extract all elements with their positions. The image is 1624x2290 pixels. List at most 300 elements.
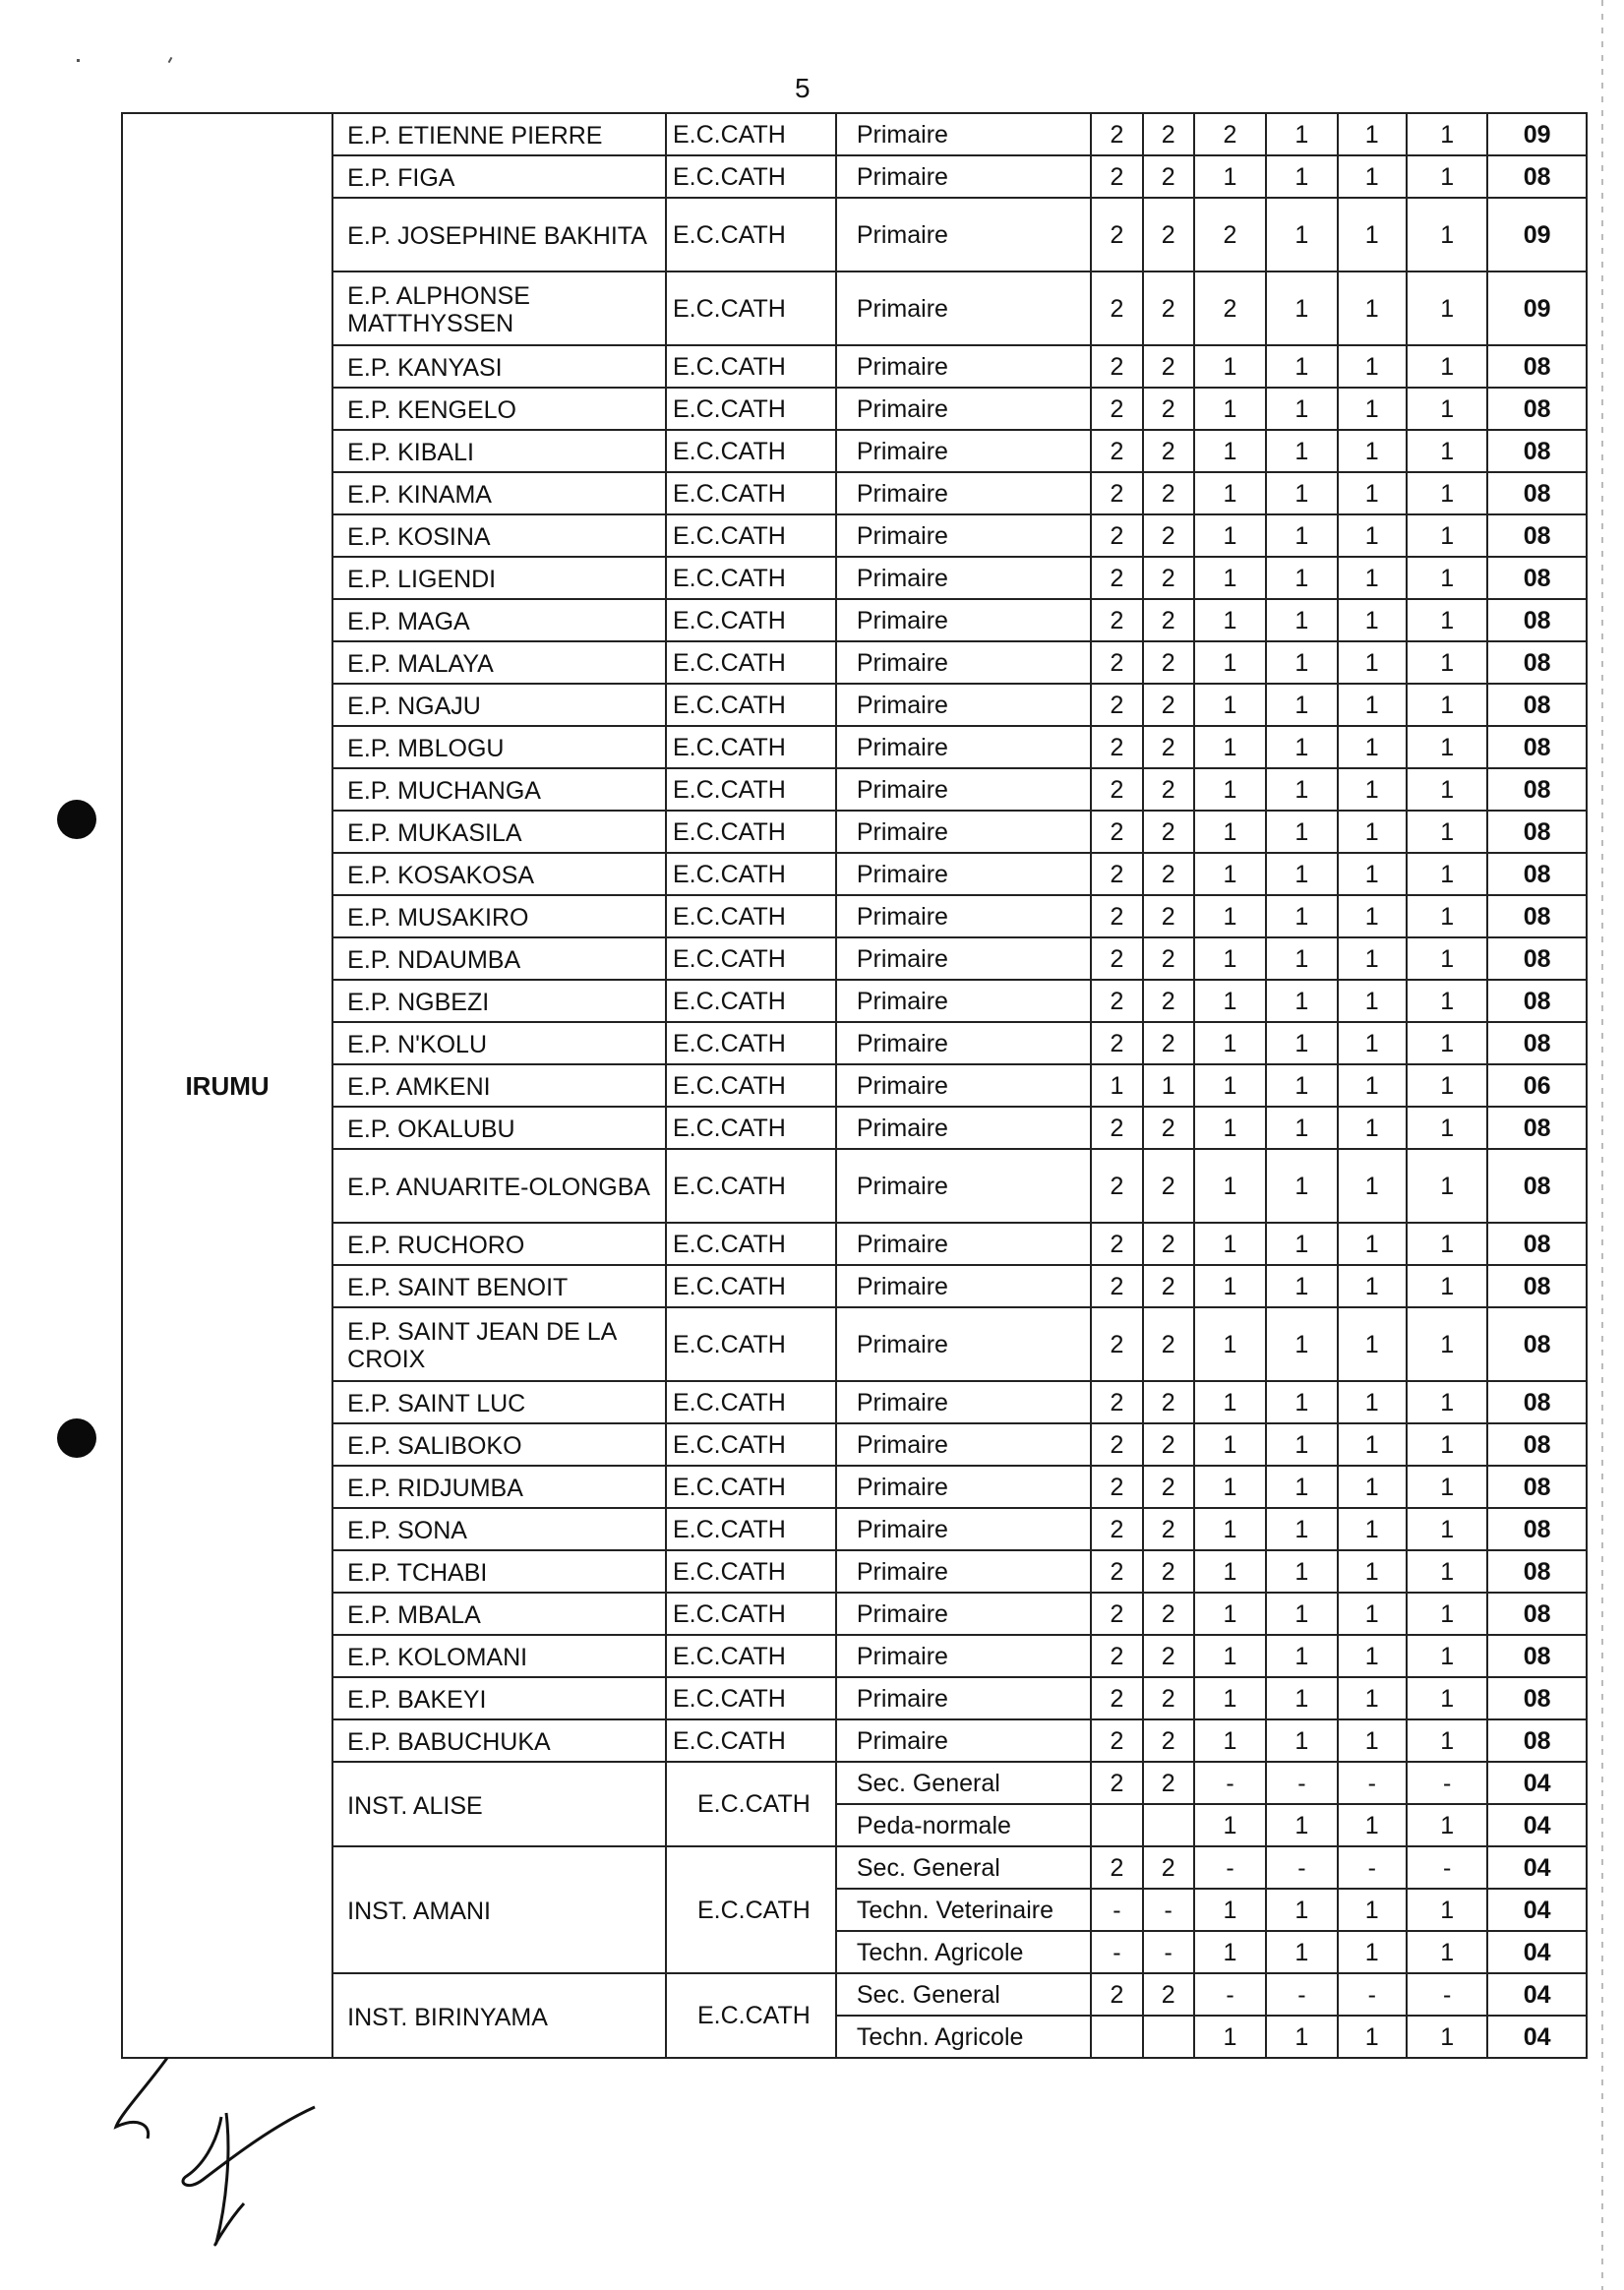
section-name: Primaire — [836, 1149, 1091, 1223]
count-cell: 1 — [1338, 1931, 1407, 1973]
count-cell: 1 — [1194, 599, 1266, 641]
organisation: E.C.CATH — [666, 1677, 836, 1719]
count-cell: 1 — [1407, 2016, 1487, 2058]
count-cell: 2 — [1091, 1719, 1142, 1762]
organisation: E.C.CATH — [666, 1265, 836, 1307]
count-cell: 1 — [1194, 1931, 1266, 1973]
count-cell: 1 — [1266, 768, 1337, 811]
count-cell: 2 — [1143, 388, 1194, 430]
total-cell: 08 — [1487, 514, 1587, 557]
count-cell: 1 — [1407, 155, 1487, 198]
total-cell: 08 — [1487, 1508, 1587, 1550]
total-cell: 04 — [1487, 1846, 1587, 1889]
count-cell: 1 — [1194, 1381, 1266, 1423]
count-cell: - — [1338, 1846, 1407, 1889]
count-cell: 1 — [1194, 1423, 1266, 1466]
count-cell: 2 — [1091, 1973, 1142, 2016]
table-row — [122, 1466, 1587, 1508]
count-cell: 1 — [1407, 641, 1487, 684]
scan-speck — [77, 59, 80, 62]
total-cell: 06 — [1487, 1064, 1587, 1107]
count-cell: 1 — [1266, 1550, 1337, 1593]
organisation: E.C.CATH — [666, 1635, 836, 1677]
count-cell: 1 — [1338, 1022, 1407, 1064]
count-cell: 2 — [1143, 895, 1194, 937]
section-name: Primaire — [836, 345, 1091, 388]
section-name: Primaire — [836, 853, 1091, 895]
school-name: E.P. SAINT LUC — [332, 1381, 666, 1423]
school-name: E.P. OKALUBU — [332, 1107, 666, 1149]
section-name: Primaire — [836, 1265, 1091, 1307]
count-cell: 2 — [1091, 345, 1142, 388]
count-cell: 2 — [1091, 198, 1142, 271]
count-cell: 1 — [1407, 388, 1487, 430]
school-name: E.P. MBALA — [332, 1593, 666, 1635]
count-cell: 1 — [1266, 198, 1337, 271]
count-cell: 1 — [1407, 1466, 1487, 1508]
count-cell: 2 — [1091, 271, 1142, 345]
count-cell: 1 — [1194, 514, 1266, 557]
count-cell: 1 — [1194, 1466, 1266, 1508]
count-cell: 2 — [1091, 1223, 1142, 1265]
count-cell: 2 — [1091, 155, 1142, 198]
total-cell: 08 — [1487, 1635, 1587, 1677]
table-row — [122, 726, 1587, 768]
section-name: Primaire — [836, 198, 1091, 271]
count-cell: 1 — [1338, 557, 1407, 599]
school-name: E.P. KOSAKOSA — [332, 853, 666, 895]
organisation: E.C.CATH — [666, 895, 836, 937]
section-name: Primaire — [836, 980, 1091, 1022]
count-cell: 1 — [1407, 1022, 1487, 1064]
count-cell: 1 — [1338, 937, 1407, 980]
school-name: E.P. TCHABI — [332, 1550, 666, 1593]
school-name: E.P. RUCHORO — [332, 1223, 666, 1265]
count-cell: 1 — [1407, 557, 1487, 599]
count-cell: - — [1266, 1762, 1337, 1804]
punch-hole-icon — [57, 800, 96, 839]
count-cell: 1 — [1338, 1550, 1407, 1593]
table-row — [122, 1022, 1587, 1064]
count-cell: 1 — [1338, 2016, 1407, 2058]
total-cell: 08 — [1487, 1381, 1587, 1423]
count-cell: 2 — [1143, 345, 1194, 388]
count-cell: 1 — [1194, 430, 1266, 472]
organisation: E.C.CATH — [666, 1550, 836, 1593]
total-cell: 08 — [1487, 1466, 1587, 1508]
total-cell: 08 — [1487, 895, 1587, 937]
school-name: E.P. NGAJU — [332, 684, 666, 726]
table-row — [122, 1107, 1587, 1149]
count-cell: 1 — [1266, 1804, 1337, 1846]
section-name: Primaire — [836, 726, 1091, 768]
organisation: E.C.CATH — [666, 1508, 836, 1550]
count-cell: 2 — [1143, 1973, 1194, 2016]
count-cell: 1 — [1338, 726, 1407, 768]
total-cell: 08 — [1487, 641, 1587, 684]
section-name: Primaire — [836, 1466, 1091, 1508]
section-name: Sec. General — [836, 1762, 1091, 1804]
count-cell: 1 — [1266, 2016, 1337, 2058]
count-cell: - — [1338, 1973, 1407, 2016]
count-cell: 1 — [1338, 113, 1407, 155]
school-name: E.P. MALAYA — [332, 641, 666, 684]
count-cell: 1 — [1266, 1889, 1337, 1931]
section-name: Primaire — [836, 514, 1091, 557]
count-cell: 1 — [1194, 1677, 1266, 1719]
count-cell: 1 — [1407, 472, 1487, 514]
total-cell: 08 — [1487, 1423, 1587, 1466]
count-cell: 1 — [1338, 198, 1407, 271]
count-cell: - — [1091, 1931, 1142, 1973]
table-row — [122, 853, 1587, 895]
count-cell: 2 — [1091, 726, 1142, 768]
count-cell: - — [1194, 1762, 1266, 1804]
school-name: E.P. SALIBOKO — [332, 1423, 666, 1466]
scan-edge — [1601, 0, 1603, 2290]
table-row — [122, 345, 1587, 388]
count-cell: 1 — [1194, 1593, 1266, 1635]
table-row — [122, 1635, 1587, 1677]
total-cell: 09 — [1487, 198, 1587, 271]
table-row — [122, 599, 1587, 641]
section-name: Primaire — [836, 684, 1091, 726]
school-name: E.P. SONA — [332, 1508, 666, 1550]
count-cell: 1 — [1338, 1381, 1407, 1423]
total-cell: 04 — [1487, 1973, 1587, 2016]
total-cell: 08 — [1487, 1550, 1587, 1593]
count-cell: - — [1407, 1973, 1487, 2016]
section-name: Primaire — [836, 937, 1091, 980]
count-cell: 2 — [1143, 853, 1194, 895]
total-cell: 08 — [1487, 472, 1587, 514]
organisation: E.C.CATH — [666, 514, 836, 557]
count-cell: 1 — [1266, 1223, 1337, 1265]
table-row — [122, 1423, 1587, 1466]
count-cell: 1 — [1194, 1508, 1266, 1550]
organisation: E.C.CATH — [666, 155, 836, 198]
count-cell: - — [1194, 1973, 1266, 2016]
total-cell: 08 — [1487, 1107, 1587, 1149]
section-name: Primaire — [836, 1719, 1091, 1762]
section-name: Primaire — [836, 1635, 1091, 1677]
organisation: E.C.CATH — [666, 198, 836, 271]
count-cell: 2 — [1091, 811, 1142, 853]
total-cell: 08 — [1487, 557, 1587, 599]
count-cell: - — [1091, 1889, 1142, 1931]
count-cell: 1 — [1338, 155, 1407, 198]
count-cell: 2 — [1143, 1550, 1194, 1593]
count-cell: 2 — [1143, 768, 1194, 811]
count-cell: 2 — [1143, 1381, 1194, 1423]
count-cell: 2 — [1143, 1307, 1194, 1381]
total-cell: 08 — [1487, 1307, 1587, 1381]
table-row — [122, 388, 1587, 430]
table-row — [122, 684, 1587, 726]
count-cell: 2 — [1091, 1846, 1142, 1889]
count-cell: 1 — [1407, 1931, 1487, 1973]
count-cell: 2 — [1091, 853, 1142, 895]
count-cell — [1143, 1804, 1194, 1846]
count-cell: 1 — [1266, 113, 1337, 155]
count-cell: 1 — [1091, 1064, 1142, 1107]
count-cell: 1 — [1407, 599, 1487, 641]
total-cell: 04 — [1487, 1889, 1587, 1931]
section-name: Techn. Agricole — [836, 1931, 1091, 1973]
count-cell: 1 — [1407, 271, 1487, 345]
total-cell: 08 — [1487, 1149, 1587, 1223]
organisation: E.C.CATH — [666, 1223, 836, 1265]
count-cell: 1 — [1194, 895, 1266, 937]
count-cell: 1 — [1338, 811, 1407, 853]
count-cell: 1 — [1194, 472, 1266, 514]
school-name: E.P. NDAUMBA — [332, 937, 666, 980]
section-name: Primaire — [836, 1423, 1091, 1466]
section-name: Primaire — [836, 768, 1091, 811]
count-cell: 1 — [1266, 1677, 1337, 1719]
count-cell: 1 — [1338, 1466, 1407, 1508]
count-cell: 1 — [1266, 641, 1337, 684]
count-cell: 1 — [1266, 1107, 1337, 1149]
count-cell: 2 — [1091, 599, 1142, 641]
count-cell: 2 — [1091, 1149, 1142, 1223]
count-cell: 2 — [1091, 1508, 1142, 1550]
count-cell: 2 — [1143, 684, 1194, 726]
count-cell: 1 — [1407, 1889, 1487, 1931]
count-cell: - — [1407, 1846, 1487, 1889]
organisation: E.C.CATH — [666, 1423, 836, 1466]
count-cell: 1 — [1407, 768, 1487, 811]
school-name: E.P. KENGELO — [332, 388, 666, 430]
school-name: E.P. RIDJUMBA — [332, 1466, 666, 1508]
count-cell: 1 — [1266, 271, 1337, 345]
count-cell: 1 — [1407, 1508, 1487, 1550]
section-name: Primaire — [836, 1593, 1091, 1635]
count-cell: 1 — [1266, 1307, 1337, 1381]
organisation: E.C.CATH — [666, 472, 836, 514]
count-cell: 2 — [1091, 1307, 1142, 1381]
count-cell: 1 — [1194, 1889, 1266, 1931]
table-row — [122, 641, 1587, 684]
count-cell: 2 — [1091, 768, 1142, 811]
section-name: Techn. Agricole — [836, 2016, 1091, 2058]
total-cell: 08 — [1487, 768, 1587, 811]
scan-speck — [168, 57, 173, 63]
total-cell: 08 — [1487, 853, 1587, 895]
section-name: Primaire — [836, 1677, 1091, 1719]
total-cell: 09 — [1487, 113, 1587, 155]
count-cell: 1 — [1194, 1265, 1266, 1307]
count-cell: 2 — [1143, 937, 1194, 980]
count-cell: 1 — [1194, 1550, 1266, 1593]
institute-name: INST. ALISE — [332, 1762, 666, 1846]
school-name: E.P. BAKEYI — [332, 1677, 666, 1719]
table-row — [122, 1719, 1587, 1762]
count-cell: 1 — [1338, 895, 1407, 937]
institute-name: INST. BIRINYAMA — [332, 1973, 666, 2058]
school-name: E.P. LIGENDI — [332, 557, 666, 599]
count-cell: 2 — [1143, 1762, 1194, 1804]
school-name: E.P. MUKASILA — [332, 811, 666, 853]
total-cell: 04 — [1487, 1804, 1587, 1846]
count-cell: 2 — [1194, 271, 1266, 345]
count-cell: 1 — [1338, 514, 1407, 557]
organisation: E.C.CATH — [666, 1149, 836, 1223]
school-name: E.P. FIGA — [332, 155, 666, 198]
table-row — [122, 1381, 1587, 1423]
count-cell: 2 — [1091, 1107, 1142, 1149]
count-cell: 1 — [1407, 1550, 1487, 1593]
table-row — [122, 514, 1587, 557]
count-cell: 1 — [1266, 1149, 1337, 1223]
count-cell: 1 — [1338, 271, 1407, 345]
table-row — [122, 937, 1587, 980]
count-cell: 1 — [1338, 684, 1407, 726]
count-cell: - — [1266, 1846, 1337, 1889]
count-cell: 1 — [1194, 937, 1266, 980]
organisation: E.C.CATH — [666, 1973, 836, 2058]
count-cell: 1 — [1266, 1508, 1337, 1550]
organisation: E.C.CATH — [666, 1719, 836, 1762]
institute-name: INST. AMANI — [332, 1846, 666, 1973]
count-cell: 1 — [1407, 811, 1487, 853]
count-cell: 2 — [1091, 1550, 1142, 1593]
count-cell: 1 — [1266, 1064, 1337, 1107]
count-cell: 2 — [1143, 514, 1194, 557]
count-cell: 2 — [1143, 155, 1194, 198]
total-cell: 08 — [1487, 155, 1587, 198]
count-cell: 1 — [1338, 853, 1407, 895]
count-cell: 1 — [1266, 155, 1337, 198]
count-cell: 2 — [1143, 980, 1194, 1022]
count-cell: 1 — [1266, 853, 1337, 895]
table-row — [122, 155, 1587, 198]
count-cell: 1 — [1338, 1719, 1407, 1762]
count-cell: 1 — [1266, 514, 1337, 557]
count-cell: 1 — [1338, 1423, 1407, 1466]
count-cell: 1 — [1407, 1423, 1487, 1466]
count-cell: 1 — [1407, 430, 1487, 472]
count-cell: 1 — [1338, 1064, 1407, 1107]
section-name: Peda-normale — [836, 1804, 1091, 1846]
count-cell: 2 — [1143, 1466, 1194, 1508]
count-cell: 1 — [1338, 472, 1407, 514]
count-cell: 2 — [1091, 641, 1142, 684]
section-name: Primaire — [836, 641, 1091, 684]
table-row — [122, 895, 1587, 937]
total-cell: 08 — [1487, 1593, 1587, 1635]
total-cell: 08 — [1487, 430, 1587, 472]
count-cell: 1 — [1194, 1022, 1266, 1064]
count-cell: 1 — [1338, 1593, 1407, 1635]
count-cell: 1 — [1407, 853, 1487, 895]
total-cell: 04 — [1487, 1931, 1587, 1973]
count-cell: 2 — [1091, 1466, 1142, 1508]
count-cell: 2 — [1091, 514, 1142, 557]
count-cell: 1 — [1194, 1804, 1266, 1846]
count-cell: 1 — [1194, 641, 1266, 684]
count-cell: 2 — [1091, 1762, 1142, 1804]
count-cell: 2 — [1091, 113, 1142, 155]
count-cell: 1 — [1338, 1223, 1407, 1265]
table-row — [122, 198, 1587, 271]
table-row — [122, 113, 1587, 155]
section-name: Primaire — [836, 430, 1091, 472]
count-cell: 1 — [1194, 155, 1266, 198]
total-cell: 08 — [1487, 345, 1587, 388]
count-cell: 2 — [1143, 472, 1194, 514]
section-name: Primaire — [836, 1307, 1091, 1381]
count-cell: 1 — [1266, 345, 1337, 388]
count-cell: 1 — [1194, 1149, 1266, 1223]
section-name: Primaire — [836, 271, 1091, 345]
count-cell: 1 — [1338, 1307, 1407, 1381]
count-cell: 1 — [1266, 430, 1337, 472]
page-number: 5 — [795, 73, 811, 103]
count-cell: 2 — [1143, 430, 1194, 472]
table-row — [122, 1223, 1587, 1265]
count-cell: 1 — [1194, 853, 1266, 895]
section-name: Primaire — [836, 1381, 1091, 1423]
district-cell: IRUMU — [122, 113, 332, 2058]
count-cell: 2 — [1143, 1635, 1194, 1677]
count-cell: 1 — [1266, 1423, 1337, 1466]
count-cell: 1 — [1407, 113, 1487, 155]
school-name: E.P. KANYASI — [332, 345, 666, 388]
organisation: E.C.CATH — [666, 1762, 836, 1846]
organisation: E.C.CATH — [666, 768, 836, 811]
total-cell: 04 — [1487, 1762, 1587, 1804]
section-name: Sec. General — [836, 1973, 1091, 2016]
school-name: E.P. KIBALI — [332, 430, 666, 472]
count-cell: 1 — [1266, 726, 1337, 768]
school-name: E.P. ALPHONSE MATTHYSSEN — [332, 271, 666, 345]
section-name: Primaire — [836, 472, 1091, 514]
count-cell: 2 — [1143, 1022, 1194, 1064]
count-cell: 2 — [1143, 557, 1194, 599]
count-cell: 2 — [1143, 1677, 1194, 1719]
count-cell: 1 — [1194, 1719, 1266, 1762]
count-cell: 1 — [1338, 430, 1407, 472]
organisation: E.C.CATH — [666, 684, 836, 726]
total-cell: 08 — [1487, 684, 1587, 726]
count-cell: 2 — [1091, 980, 1142, 1022]
school-name: E.P. SAINT JEAN DE LA CROIX — [332, 1307, 666, 1381]
table-row — [122, 271, 1587, 345]
count-cell: 2 — [1143, 599, 1194, 641]
count-cell: 1 — [1194, 1635, 1266, 1677]
section-name: Techn. Veterinaire — [836, 1889, 1091, 1931]
table-row — [122, 1550, 1587, 1593]
total-cell: 04 — [1487, 2016, 1587, 2058]
count-cell: - — [1266, 1973, 1337, 2016]
school-name: E.P. MBLOGU — [332, 726, 666, 768]
total-cell: 08 — [1487, 937, 1587, 980]
count-cell: 2 — [1091, 895, 1142, 937]
count-cell: 1 — [1407, 895, 1487, 937]
count-cell: 1 — [1407, 514, 1487, 557]
count-cell: 1 — [1407, 1149, 1487, 1223]
count-cell: 1 — [1338, 1265, 1407, 1307]
total-cell: 08 — [1487, 1719, 1587, 1762]
count-cell: 1 — [1266, 1022, 1337, 1064]
count-cell: 1 — [1338, 1149, 1407, 1223]
school-name: E.P. ANUARITE-OLONGBA — [332, 1149, 666, 1223]
total-cell: 08 — [1487, 726, 1587, 768]
table-row — [122, 768, 1587, 811]
count-cell: 1 — [1266, 684, 1337, 726]
section-name: Primaire — [836, 1508, 1091, 1550]
